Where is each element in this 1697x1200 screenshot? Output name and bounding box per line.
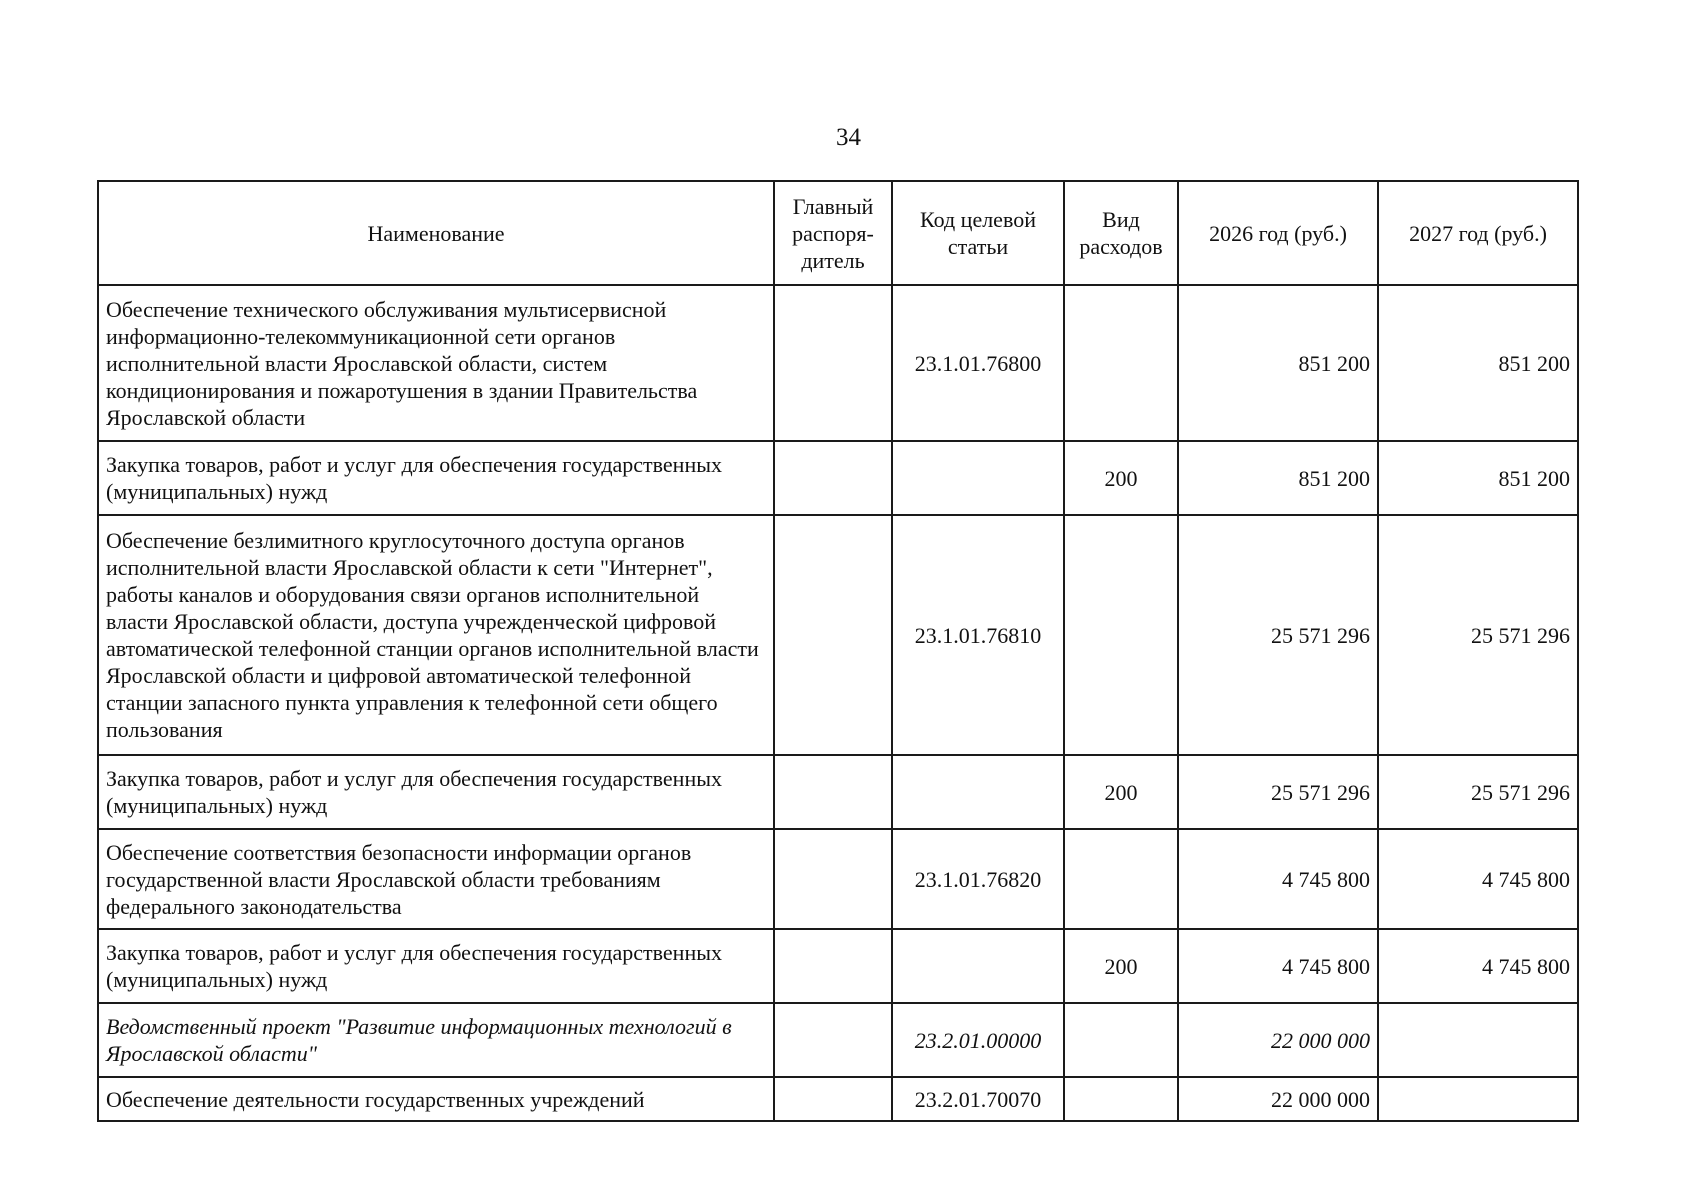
cell-2026: 25 571 296 [1178, 755, 1378, 829]
cell-name: Закупка товаров, работ и услуг для обеспечения государственных (муниципальных) нужд [98, 441, 774, 515]
cell-2027 [1378, 1077, 1578, 1121]
header-name: Наименование [98, 181, 774, 285]
cell-type [1064, 285, 1178, 441]
table-row [98, 755, 1578, 829]
cell-manager [774, 285, 892, 441]
cell-manager [774, 1077, 892, 1121]
cell-type [1064, 829, 1178, 929]
budget-table [97, 180, 1579, 1122]
cell-code: 23.1.01.76820 [892, 829, 1064, 929]
cell-2026: 4 745 800 [1178, 929, 1378, 1003]
header-code: Код целевой статьи [892, 181, 1064, 285]
cell-2026: 851 200 [1178, 441, 1378, 515]
table-row [98, 515, 1578, 755]
table-row [98, 285, 1578, 441]
cell-name: Обеспечение технического обслуживания мультисервисной информационно-телекоммуникационной сети органов исполнительной власти Ярославской области, систем кондиционирования и пожаротушения в здании Правительства Ярославской области [98, 285, 774, 441]
cell-name: Обеспечение соответствия безопасности информации органов государственной власти Ярославской области требованиям федерального законодательства [98, 829, 774, 929]
cell-type: 200 [1064, 929, 1178, 1003]
cell-type [1064, 1077, 1178, 1121]
cell-name: Закупка товаров, работ и услуг для обеспечения государственных (муниципальных) нужд [98, 755, 774, 829]
cell-name: Обеспечение безлимитного круглосуточного доступа органов исполнительной власти Ярославской области к сети "Интернет", работы каналов и оборудования связи органов исполнительной власти Ярославской области, доступа учрежденческой цифровой автоматической телефонной станции органов исполнительной власти Ярославской области и цифровой автоматической телефонной станции запасного пункта управления к телефонной сети общего пользования [98, 515, 774, 755]
cell-2026: 25 571 296 [1178, 515, 1378, 755]
table-row [98, 1077, 1578, 1121]
cell-name: Закупка товаров, работ и услуг для обеспечения государственных (муниципальных) нужд [98, 929, 774, 1003]
header-year-2027: 2027 год (руб.) [1378, 181, 1578, 285]
cell-manager [774, 755, 892, 829]
cell-2027: 25 571 296 [1378, 755, 1578, 829]
cell-2026: 851 200 [1178, 285, 1378, 441]
header-type: Вид расходов [1064, 181, 1178, 285]
cell-code [892, 755, 1064, 829]
cell-type: 200 [1064, 755, 1178, 829]
header-manager: Главный распоря-дитель [774, 181, 892, 285]
cell-manager [774, 441, 892, 515]
cell-manager [774, 829, 892, 929]
cell-2027: 4 745 800 [1378, 829, 1578, 929]
cell-type [1064, 1003, 1178, 1077]
cell-code [892, 441, 1064, 515]
table-row [98, 829, 1578, 929]
cell-2027: 851 200 [1378, 285, 1578, 441]
cell-2027 [1378, 1003, 1578, 1077]
cell-code: 23.2.01.70070 [892, 1077, 1064, 1121]
page-number: 34 [836, 124, 861, 151]
cell-2026: 22 000 000 [1178, 1077, 1378, 1121]
cell-2027: 4 745 800 [1378, 929, 1578, 1003]
table-row [98, 1003, 1578, 1077]
cell-name: Обеспечение деятельности государственных учреждений [98, 1077, 774, 1121]
table-header-row [98, 181, 1578, 285]
cell-type [1064, 515, 1178, 755]
cell-name: Ведомственный проект "Развитие информационных технологий в Ярославской области" [98, 1003, 774, 1077]
header-year-2026: 2026 год (руб.) [1178, 181, 1378, 285]
cell-code: 23.1.01.76810 [892, 515, 1064, 755]
cell-code: 23.1.01.76800 [892, 285, 1064, 441]
cell-2027: 851 200 [1378, 441, 1578, 515]
cell-2027: 25 571 296 [1378, 515, 1578, 755]
cell-manager [774, 515, 892, 755]
table-row [98, 929, 1578, 1003]
cell-code [892, 929, 1064, 1003]
cell-2026: 22 000 000 [1178, 1003, 1378, 1077]
table-row [98, 441, 1578, 515]
cell-manager [774, 1003, 892, 1077]
cell-manager [774, 929, 892, 1003]
cell-code: 23.2.01.00000 [892, 1003, 1064, 1077]
cell-2026: 4 745 800 [1178, 829, 1378, 929]
cell-type: 200 [1064, 441, 1178, 515]
